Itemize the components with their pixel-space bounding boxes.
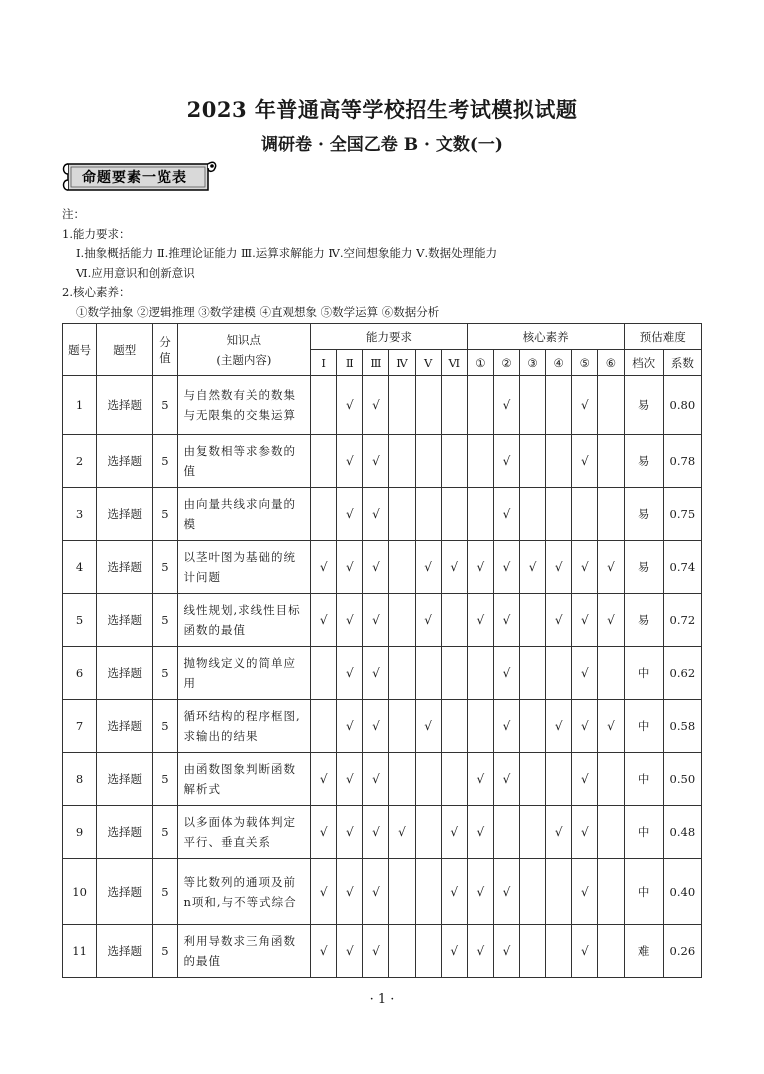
core-check-cell bbox=[546, 925, 572, 978]
core-check-cell bbox=[546, 435, 572, 488]
core-check-cell bbox=[598, 435, 624, 488]
row-knowledge: 由复数相等求参数的值 bbox=[177, 435, 311, 488]
core-check-cell: √ bbox=[493, 859, 519, 925]
ability-col-header: Ⅴ bbox=[415, 350, 441, 376]
core-check-cell: √ bbox=[467, 541, 493, 594]
ability-col-header: Ⅱ bbox=[337, 350, 363, 376]
ability-check-cell bbox=[389, 859, 415, 925]
row-level: 易 bbox=[624, 488, 663, 541]
header-difficulty: 预估难度 bbox=[624, 324, 702, 350]
header-coef: 系数 bbox=[663, 350, 701, 376]
ability-check-cell: √ bbox=[337, 806, 363, 859]
ability-check-cell bbox=[441, 376, 467, 435]
core-check-cell bbox=[546, 647, 572, 700]
core-check-cell: √ bbox=[493, 753, 519, 806]
ability-check-cell bbox=[415, 859, 441, 925]
core-check-cell: √ bbox=[598, 541, 624, 594]
header-knowledge bbox=[177, 324, 311, 376]
table-row bbox=[63, 594, 702, 647]
core-check-cell: √ bbox=[467, 859, 493, 925]
row-level: 中 bbox=[624, 806, 663, 859]
core-check-cell bbox=[546, 859, 572, 925]
ability-check-cell: √ bbox=[415, 541, 441, 594]
ability-check-cell: √ bbox=[337, 647, 363, 700]
core-check-cell bbox=[520, 859, 546, 925]
ability-check-cell: √ bbox=[311, 753, 337, 806]
core-check-cell: √ bbox=[546, 594, 572, 647]
ability-check-cell: √ bbox=[363, 488, 389, 541]
row-score: 5 bbox=[153, 753, 177, 806]
elements-table bbox=[62, 323, 702, 978]
row-num: 5 bbox=[63, 594, 97, 647]
row-num: 6 bbox=[63, 647, 97, 700]
row-coef: 0.50 bbox=[663, 753, 701, 806]
row-num: 11 bbox=[63, 925, 97, 978]
row-level: 易 bbox=[624, 541, 663, 594]
ability-check-cell bbox=[441, 594, 467, 647]
ability-check-cell: √ bbox=[311, 541, 337, 594]
core-check-cell: √ bbox=[572, 806, 598, 859]
core-check-cell: √ bbox=[493, 700, 519, 753]
row-num: 8 bbox=[63, 753, 97, 806]
row-knowledge: 利用导数求三角函数的最值 bbox=[177, 925, 311, 978]
ability-check-cell bbox=[415, 806, 441, 859]
core-check-cell: √ bbox=[493, 488, 519, 541]
ability-check-cell: √ bbox=[363, 700, 389, 753]
row-score: 5 bbox=[153, 541, 177, 594]
row-level: 中 bbox=[624, 700, 663, 753]
core-check-cell: √ bbox=[493, 594, 519, 647]
page-subtitle: 调研卷 · 全国乙卷 B · 文数(一) bbox=[261, 135, 503, 155]
core-check-cell bbox=[520, 700, 546, 753]
core-check-cell bbox=[598, 806, 624, 859]
ability-check-cell: √ bbox=[363, 594, 389, 647]
ability-list-line2: Ⅵ.应用意识和创新意识 bbox=[76, 265, 195, 280]
core-col-header: ⑤ bbox=[572, 350, 598, 376]
ability-check-cell: √ bbox=[441, 925, 467, 978]
ability-check-cell: √ bbox=[363, 541, 389, 594]
core-check-cell: √ bbox=[467, 806, 493, 859]
ability-check-cell: √ bbox=[337, 376, 363, 435]
row-level: 易 bbox=[624, 376, 663, 435]
core-check-cell bbox=[467, 435, 493, 488]
row-type: 选择题 bbox=[97, 753, 153, 806]
row-score: 5 bbox=[153, 806, 177, 859]
ability-check-cell: √ bbox=[441, 806, 467, 859]
core-check-cell: √ bbox=[598, 594, 624, 647]
row-knowledge: 由函数图象判断函数解析式 bbox=[177, 753, 311, 806]
row-coef: 0.40 bbox=[663, 859, 701, 925]
core-check-cell: √ bbox=[598, 700, 624, 753]
core-check-cell bbox=[520, 488, 546, 541]
core-check-cell: √ bbox=[546, 541, 572, 594]
core-check-cell: √ bbox=[493, 541, 519, 594]
core-check-cell bbox=[467, 647, 493, 700]
core-check-cell bbox=[598, 925, 624, 978]
row-coef: 0.80 bbox=[663, 376, 701, 435]
table-row bbox=[63, 859, 702, 925]
core-check-cell bbox=[493, 806, 519, 859]
ability-check-cell bbox=[389, 647, 415, 700]
row-num: 7 bbox=[63, 700, 97, 753]
core-check-cell bbox=[520, 925, 546, 978]
table-row bbox=[63, 488, 702, 541]
core-list: ①数学抽象 ②逻辑推理 ③数学建模 ④直观想象 ⑤数学运算 ⑥数据分析 bbox=[76, 304, 440, 319]
row-type: 选择题 bbox=[97, 594, 153, 647]
row-type: 选择题 bbox=[97, 647, 153, 700]
row-type: 选择题 bbox=[97, 376, 153, 435]
row-type: 选择题 bbox=[97, 435, 153, 488]
ability-check-cell: √ bbox=[337, 541, 363, 594]
ability-check-cell bbox=[415, 435, 441, 488]
ability-check-cell bbox=[441, 435, 467, 488]
table-row bbox=[63, 541, 702, 594]
row-coef: 0.48 bbox=[663, 806, 701, 859]
core-check-cell: √ bbox=[520, 541, 546, 594]
core-check-cell bbox=[598, 859, 624, 925]
row-score: 5 bbox=[153, 647, 177, 700]
header-core: 核心素养 bbox=[467, 324, 624, 350]
row-knowledge: 以多面体为载体判定平行、垂直关系 bbox=[177, 806, 311, 859]
core-check-cell: √ bbox=[493, 925, 519, 978]
row-type: 选择题 bbox=[97, 925, 153, 978]
row-coef: 0.74 bbox=[663, 541, 701, 594]
ability-check-cell: √ bbox=[363, 925, 389, 978]
core-check-cell bbox=[598, 376, 624, 435]
ability-col-header: Ⅲ bbox=[363, 350, 389, 376]
ability-check-cell: √ bbox=[337, 488, 363, 541]
row-level: 中 bbox=[624, 859, 663, 925]
ability-check-cell: √ bbox=[363, 806, 389, 859]
core-check-cell bbox=[598, 753, 624, 806]
core-check-cell bbox=[467, 488, 493, 541]
row-knowledge: 以茎叶图为基础的统计问题 bbox=[177, 541, 311, 594]
core-check-cell bbox=[467, 700, 493, 753]
core-check-cell bbox=[520, 376, 546, 435]
core-check-cell: √ bbox=[572, 753, 598, 806]
row-type: 选择题 bbox=[97, 859, 153, 925]
core-col-header: ⑥ bbox=[598, 350, 624, 376]
core-col-header: ③ bbox=[520, 350, 546, 376]
core-check-cell: √ bbox=[572, 376, 598, 435]
row-score: 5 bbox=[153, 376, 177, 435]
core-check-cell bbox=[467, 376, 493, 435]
table-row bbox=[63, 647, 702, 700]
ability-check-cell: √ bbox=[415, 594, 441, 647]
core-check-cell: √ bbox=[467, 594, 493, 647]
core-check-cell bbox=[546, 488, 572, 541]
core-check-cell: √ bbox=[493, 647, 519, 700]
ability-check-cell: √ bbox=[363, 435, 389, 488]
row-type: 选择题 bbox=[97, 806, 153, 859]
row-coef: 0.26 bbox=[663, 925, 701, 978]
core-check-cell bbox=[520, 806, 546, 859]
ability-check-cell bbox=[415, 753, 441, 806]
row-level: 易 bbox=[624, 435, 663, 488]
ability-check-cell bbox=[441, 647, 467, 700]
row-knowledge: 等比数列的通项及前n项和,与不等式综合 bbox=[177, 859, 311, 925]
row-num: 4 bbox=[63, 541, 97, 594]
table-row bbox=[63, 806, 702, 859]
ability-check-cell: √ bbox=[363, 376, 389, 435]
core-check-cell: √ bbox=[467, 925, 493, 978]
row-knowledge: 线性规划,求线性目标函数的最值 bbox=[177, 594, 311, 647]
table-row bbox=[63, 753, 702, 806]
row-level: 中 bbox=[624, 753, 663, 806]
header-score-text: 分值 bbox=[159, 334, 171, 365]
ability-check-cell bbox=[415, 925, 441, 978]
ability-check-cell bbox=[311, 376, 337, 435]
ability-check-cell: √ bbox=[337, 859, 363, 925]
row-coef: 0.62 bbox=[663, 647, 701, 700]
ability-check-cell bbox=[389, 435, 415, 488]
ability-check-cell: √ bbox=[389, 806, 415, 859]
row-score: 5 bbox=[153, 594, 177, 647]
ability-check-cell: √ bbox=[311, 859, 337, 925]
row-score: 5 bbox=[153, 488, 177, 541]
core-check-cell: √ bbox=[572, 647, 598, 700]
notes-block bbox=[62, 205, 722, 322]
core-check-cell bbox=[546, 753, 572, 806]
ability-check-cell: √ bbox=[311, 806, 337, 859]
core-check-cell bbox=[598, 488, 624, 541]
row-knowledge: 循环结构的程序框图,求输出的结果 bbox=[177, 700, 311, 753]
table-row bbox=[63, 925, 702, 978]
table-row bbox=[63, 376, 702, 435]
row-coef: 0.72 bbox=[663, 594, 701, 647]
row-score: 5 bbox=[153, 925, 177, 978]
ability-check-cell bbox=[415, 488, 441, 541]
ability-check-cell bbox=[311, 435, 337, 488]
ability-check-cell bbox=[415, 376, 441, 435]
core-title: 2.核心素养： bbox=[62, 285, 131, 299]
core-check-cell: √ bbox=[467, 753, 493, 806]
row-knowledge: 与自然数有关的数集与无限集的交集运算 bbox=[177, 376, 311, 435]
ability-title: 1.能力要求： bbox=[62, 226, 131, 241]
ability-check-cell: √ bbox=[337, 925, 363, 978]
core-check-cell bbox=[520, 753, 546, 806]
ability-check-cell: √ bbox=[337, 435, 363, 488]
row-knowledge: 抛物线定义的简单应用 bbox=[177, 647, 311, 700]
core-check-cell: √ bbox=[546, 700, 572, 753]
table-body bbox=[63, 376, 702, 978]
ability-check-cell: √ bbox=[311, 925, 337, 978]
row-level: 难 bbox=[624, 925, 663, 978]
row-level: 易 bbox=[624, 594, 663, 647]
header-knowledge-title: 知识点 bbox=[226, 332, 262, 347]
row-num: 2 bbox=[63, 435, 97, 488]
row-level: 中 bbox=[624, 647, 663, 700]
row-score: 5 bbox=[153, 859, 177, 925]
ability-check-cell bbox=[389, 700, 415, 753]
row-knowledge: 由向量共线求向量的模 bbox=[177, 488, 311, 541]
ability-check-cell bbox=[441, 753, 467, 806]
table-row bbox=[63, 700, 702, 753]
header-knowledge-sub: (主题内容) bbox=[216, 352, 272, 367]
core-check-cell bbox=[520, 647, 546, 700]
row-score: 5 bbox=[153, 700, 177, 753]
core-col-header: ② bbox=[493, 350, 519, 376]
core-check-cell bbox=[572, 488, 598, 541]
header-type: 题型 bbox=[97, 324, 153, 376]
ability-check-cell: √ bbox=[363, 753, 389, 806]
ability-check-cell bbox=[441, 700, 467, 753]
ability-check-cell: √ bbox=[311, 594, 337, 647]
core-check-cell bbox=[520, 435, 546, 488]
ability-check-cell: √ bbox=[441, 541, 467, 594]
ability-col-header: Ⅳ bbox=[389, 350, 415, 376]
ability-check-cell bbox=[389, 488, 415, 541]
row-num: 10 bbox=[63, 859, 97, 925]
header-score bbox=[153, 324, 177, 376]
core-check-cell: √ bbox=[493, 376, 519, 435]
row-coef: 0.75 bbox=[663, 488, 701, 541]
ability-check-cell: √ bbox=[337, 753, 363, 806]
row-num: 3 bbox=[63, 488, 97, 541]
row-type: 选择题 bbox=[97, 700, 153, 753]
ability-check-cell: √ bbox=[415, 700, 441, 753]
core-check-cell: √ bbox=[572, 541, 598, 594]
ability-check-cell bbox=[311, 488, 337, 541]
core-check-cell: √ bbox=[572, 700, 598, 753]
ability-list-line1: Ⅰ.抽象概括能力 Ⅱ.推理论证能力 Ⅲ.运算求解能力 Ⅳ.空间想象能力 Ⅴ.数据处理能力 bbox=[76, 246, 498, 260]
ability-check-cell bbox=[441, 488, 467, 541]
core-check-cell bbox=[598, 647, 624, 700]
table-row bbox=[63, 435, 702, 488]
core-check-cell: √ bbox=[572, 435, 598, 488]
header-level: 档次 bbox=[624, 350, 663, 376]
page-number: · 1 · bbox=[369, 992, 395, 1007]
core-check-cell: √ bbox=[546, 806, 572, 859]
row-coef: 0.58 bbox=[663, 700, 701, 753]
row-coef: 0.78 bbox=[663, 435, 701, 488]
banner-title: 命题要素一览表 bbox=[82, 170, 187, 186]
ability-check-cell bbox=[415, 647, 441, 700]
ability-check-cell: √ bbox=[337, 594, 363, 647]
ability-check-cell: √ bbox=[363, 859, 389, 925]
ability-check-cell bbox=[311, 700, 337, 753]
ability-check-cell bbox=[389, 594, 415, 647]
core-check-cell: √ bbox=[572, 594, 598, 647]
ability-check-cell: √ bbox=[337, 700, 363, 753]
core-check-cell: √ bbox=[572, 859, 598, 925]
core-check-cell bbox=[520, 594, 546, 647]
row-type: 选择题 bbox=[97, 488, 153, 541]
section-banner bbox=[60, 160, 218, 194]
header-ability: 能力要求 bbox=[311, 324, 468, 350]
ability-check-cell bbox=[389, 541, 415, 594]
core-col-header: ④ bbox=[546, 350, 572, 376]
header-num: 题号 bbox=[63, 324, 97, 376]
row-type: 选择题 bbox=[97, 541, 153, 594]
ability-check-cell: √ bbox=[363, 647, 389, 700]
ability-check-cell: √ bbox=[441, 859, 467, 925]
ability-col-header: Ⅰ bbox=[311, 350, 337, 376]
ability-check-cell bbox=[389, 925, 415, 978]
row-num: 9 bbox=[63, 806, 97, 859]
core-check-cell: √ bbox=[493, 435, 519, 488]
page-title: 2023 年普通高等学校招生考试模拟试题 bbox=[186, 97, 578, 122]
row-score: 5 bbox=[153, 435, 177, 488]
core-check-cell bbox=[546, 376, 572, 435]
core-col-header: ① bbox=[467, 350, 493, 376]
ability-check-cell bbox=[311, 647, 337, 700]
row-num: 1 bbox=[63, 376, 97, 435]
notes-label: 注： bbox=[62, 207, 85, 221]
ability-check-cell bbox=[389, 376, 415, 435]
ability-col-header: Ⅵ bbox=[441, 350, 467, 376]
core-check-cell: √ bbox=[572, 925, 598, 978]
ability-check-cell bbox=[389, 753, 415, 806]
